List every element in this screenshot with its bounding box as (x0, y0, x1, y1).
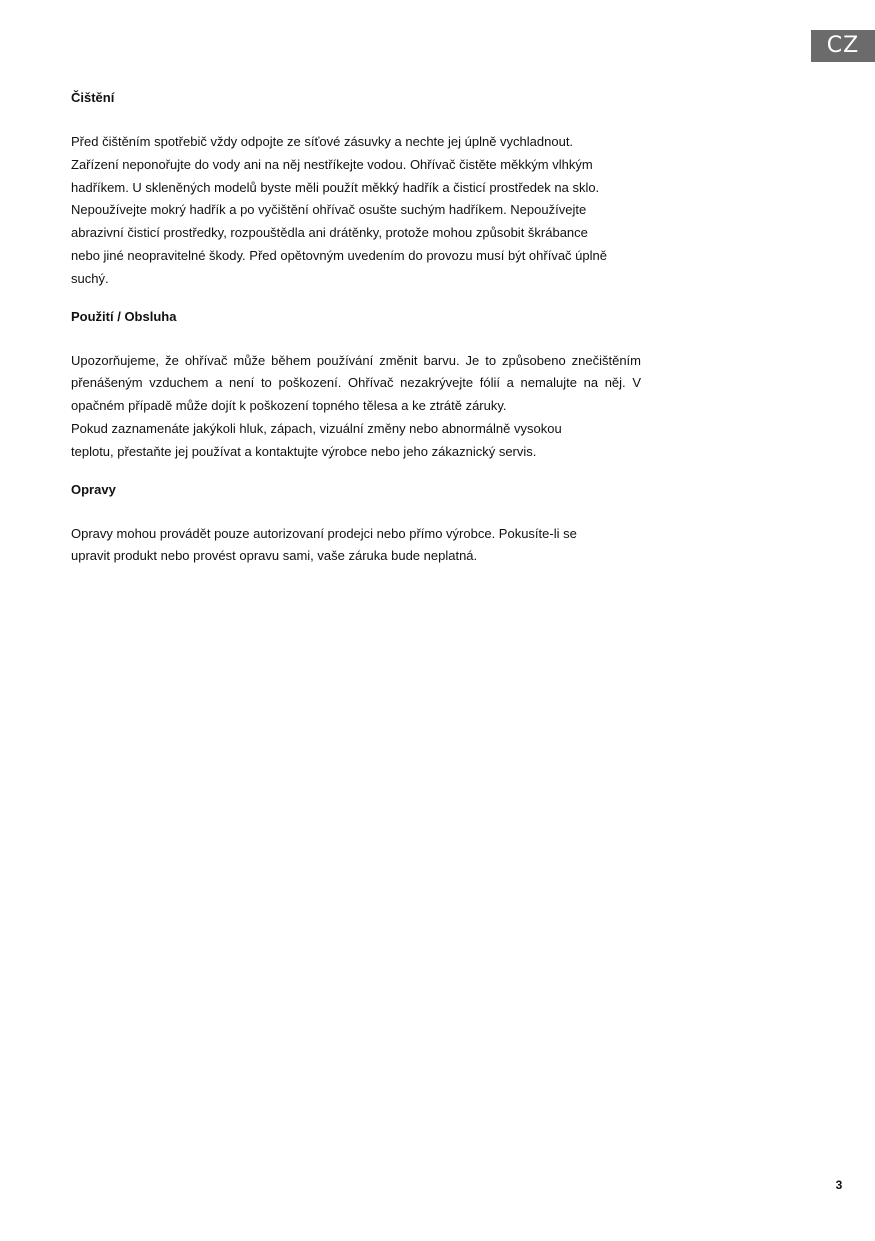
section-heading-repairs: Opravy (71, 481, 116, 497)
text-line: Upozorňujeme, že ohřívač může během používání změnit barvu. Je to způsobeno znečištěním (71, 352, 641, 368)
section-usage (71, 307, 641, 464)
text-line: Nepoužívejte mokrý hadřík a po vyčištění ohřívač osušte suchým hadříkem. Nepoužívejte (71, 202, 587, 218)
text-line: hadříkem. U skleněných modelů byste měli použít měkký hadřík a čisticí prostředek na sklo. (71, 179, 600, 195)
text-line: Zařízení neponořujte do vody ani na něj nestříkejte vodou. Ohřívač čistěte měkkým vlhkým (71, 156, 593, 172)
text-line: teplotu, přestaňte jej používat a kontaktujte výrobce nebo jeho zákaznický servis. (71, 443, 537, 459)
section-heading-cleaning: Čištění (71, 90, 115, 105)
text-line: nebo jiné neopravitelné škody. Před opětovným uvedením do provozu musí být ohřívač úplně (71, 247, 607, 263)
text-line: Opravy mohou provádět pouze autorizovaní prodejci nebo přímo výrobce. Pokusíte-li se (71, 525, 577, 541)
text-line: suchý. (71, 270, 109, 286)
text-line: přenášeným vzduchem a není to poškození. Ohřívač nezakrývejte fólií a nemalujte na něj. V (71, 375, 641, 391)
text-line: upravit produkt nebo provést opravu sami, vaše záruka bude neplatná. (71, 548, 478, 564)
section-cleaning (71, 88, 641, 291)
language-tab: CZ (811, 30, 875, 62)
section-heading-usage: Použití / Obsluha (71, 308, 177, 324)
paragraph-usage (71, 350, 641, 464)
section-repairs (71, 480, 641, 569)
text-line: opačném případě může dojít k poškození topného tělesa a ke ztrátě záruky. (71, 398, 507, 414)
page-number: 3 (835, 1178, 843, 1192)
paragraph-cleaning (71, 131, 641, 291)
paragraph-repairs (71, 523, 641, 569)
text-line: abrazivní čisticí prostředky, rozpouštědla ani drátěnky, protože mohou způsobit škrábance (71, 225, 588, 241)
text-line: Pokud zaznamenáte jakýkoli hluk, zápach, vizuální změny nebo abnormálně vysokou (71, 420, 562, 436)
document-body (71, 88, 641, 568)
text-line: Před čištěním spotřebič vždy odpojte ze síťové zásuvky a nechte jej úplně vychladnout. (71, 134, 574, 149)
